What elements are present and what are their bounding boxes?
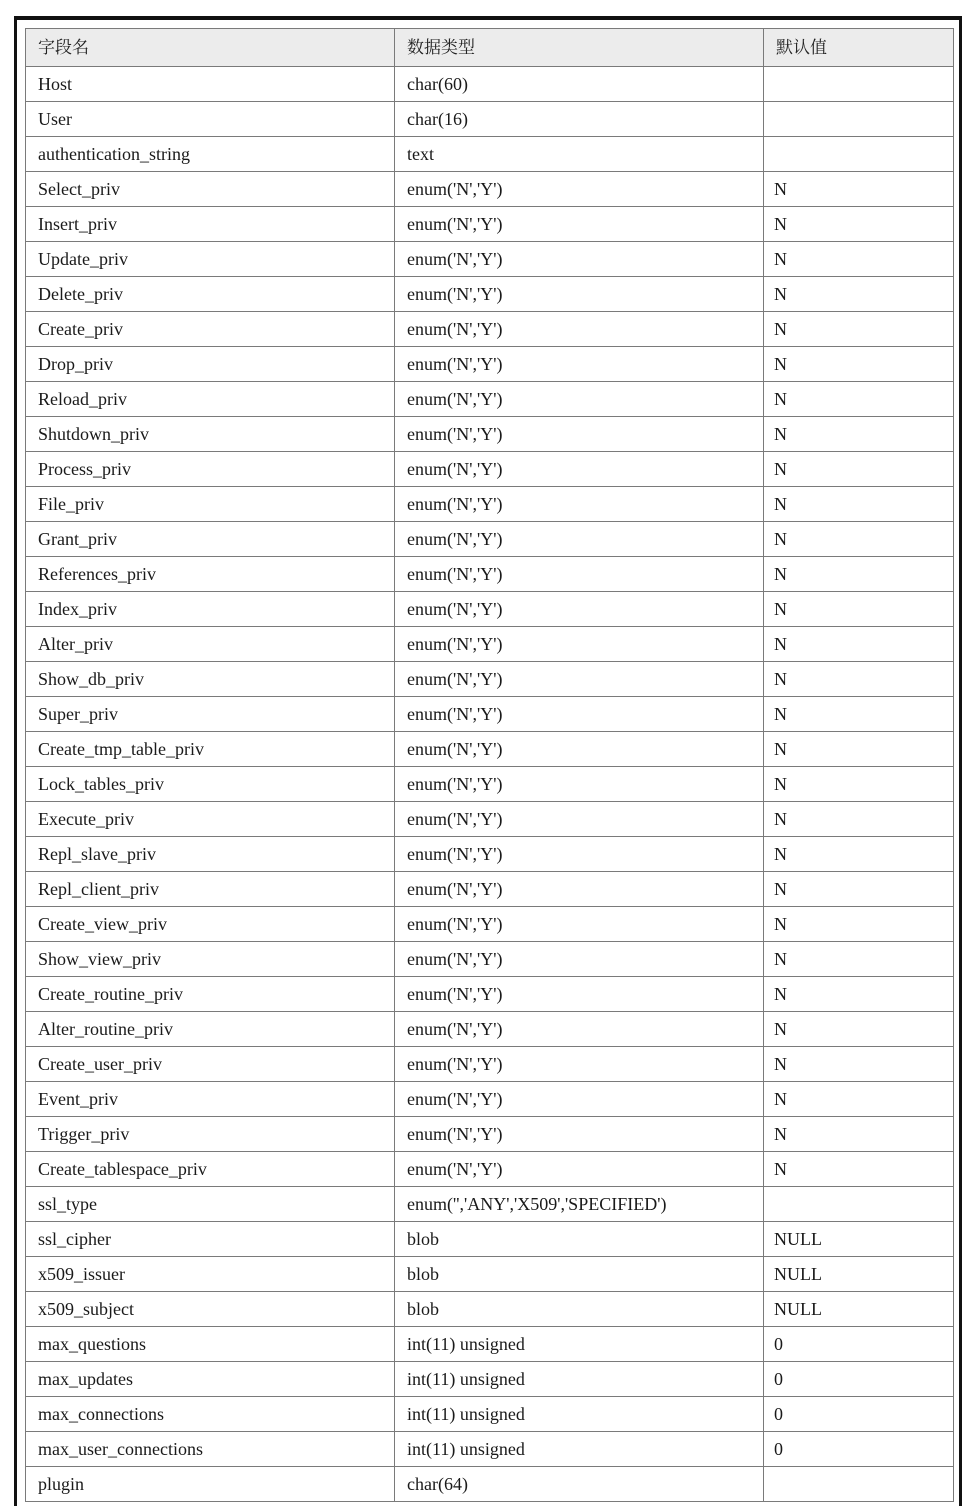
cell-data-type: enum('N','Y') [395,207,764,242]
table-row [26,1187,954,1222]
cell-field-name: User [26,102,395,137]
cell-default-value [764,1187,954,1222]
table-row [26,277,954,312]
table-row [26,1432,954,1467]
cell-data-type: enum('N','Y') [395,802,764,837]
cell-default-value: 0 [764,1432,954,1467]
table-row [26,1467,954,1502]
cell-default-value: N [764,1117,954,1152]
cell-default-value: N [764,1047,954,1082]
table-row [26,802,954,837]
cell-default-value: N [764,417,954,452]
cell-default-value: N [764,802,954,837]
cell-field-name: Alter_routine_priv [26,1012,395,1047]
cell-field-name: Repl_client_priv [26,872,395,907]
cell-default-value: N [764,452,954,487]
cell-default-value: 0 [764,1327,954,1362]
cell-default-value: N [764,627,954,662]
cell-data-type: enum('N','Y') [395,662,764,697]
cell-data-type: enum('N','Y') [395,732,764,767]
cell-field-name: max_connections [26,1397,395,1432]
table-row [26,312,954,347]
cell-data-type: enum('N','Y') [395,557,764,592]
table-row [26,767,954,802]
cell-data-type: enum('N','Y') [395,522,764,557]
cell-default-value: NULL [764,1257,954,1292]
cell-data-type: enum('N','Y') [395,767,764,802]
table-row [26,1222,954,1257]
cell-default-value [764,1467,954,1502]
cell-data-type: char(64) [395,1467,764,1502]
cell-field-name: Lock_tables_priv [26,767,395,802]
cell-field-name: max_user_connections [26,1432,395,1467]
cell-data-type: enum('N','Y') [395,1152,764,1187]
cell-default-value: N [764,207,954,242]
cell-data-type: enum('N','Y') [395,1047,764,1082]
cell-field-name: Process_priv [26,452,395,487]
cell-default-value: 0 [764,1397,954,1432]
cell-default-value: NULL [764,1292,954,1327]
cell-default-value: N [764,1082,954,1117]
table-row [26,697,954,732]
cell-default-value: N [764,242,954,277]
table-body [26,67,954,1502]
cell-default-value: N [764,1152,954,1187]
cell-data-type: enum('N','Y') [395,382,764,417]
table-row [26,1397,954,1432]
table-row [26,837,954,872]
cell-data-type: blob [395,1292,764,1327]
table-row [26,347,954,382]
cell-default-value: N [764,697,954,732]
cell-field-name: Grant_priv [26,522,395,557]
cell-field-name: File_priv [26,487,395,522]
table-row [26,1152,954,1187]
table-row [26,1082,954,1117]
cell-data-type: enum('N','Y') [395,172,764,207]
cell-field-name: x509_subject [26,1292,395,1327]
cell-field-name: Show_view_priv [26,942,395,977]
cell-field-name: Insert_priv [26,207,395,242]
cell-data-type: enum('N','Y') [395,907,764,942]
cell-default-value: N [764,347,954,382]
cell-field-name: max_questions [26,1327,395,1362]
cell-default-value: N [764,872,954,907]
table-row [26,102,954,137]
cell-data-type: enum('N','Y') [395,312,764,347]
cell-default-value: N [764,942,954,977]
table-header [26,29,954,67]
cell-data-type: enum('N','Y') [395,242,764,277]
table-row [26,242,954,277]
table-row [26,592,954,627]
cell-default-value: N [764,907,954,942]
cell-data-type: enum('N','Y') [395,417,764,452]
cell-data-type: enum('N','Y') [395,977,764,1012]
table-row [26,1292,954,1327]
cell-data-type: enum('N','Y') [395,872,764,907]
cell-field-name: Select_priv [26,172,395,207]
table-row [26,732,954,767]
table-row [26,487,954,522]
cell-data-type: enum('N','Y') [395,487,764,522]
cell-default-value: N [764,977,954,1012]
cell-default-value [764,102,954,137]
cell-default-value: N [764,312,954,347]
header-row [26,29,954,67]
cell-field-name: Event_priv [26,1082,395,1117]
cell-default-value: N [764,592,954,627]
cell-default-value: N [764,732,954,767]
table-row [26,1012,954,1047]
table-row [26,522,954,557]
cell-field-name: ssl_type [26,1187,395,1222]
cell-field-name: Create_tablespace_priv [26,1152,395,1187]
cell-data-type: enum('','ANY','X509','SPECIFIED') [395,1187,764,1222]
cell-field-name: authentication_string [26,137,395,172]
cell-field-name: Host [26,67,395,102]
cell-field-name: Shutdown_priv [26,417,395,452]
header-default-value: 默认值 [764,29,954,67]
table-row [26,207,954,242]
table-row [26,452,954,487]
header-field-name: 字段名 [26,29,395,67]
cell-data-type: enum('N','Y') [395,277,764,312]
cell-default-value: N [764,767,954,802]
cell-field-name: Trigger_priv [26,1117,395,1152]
table-row [26,977,954,1012]
table-row [26,1257,954,1292]
table-row [26,137,954,172]
cell-default-value: N [764,1012,954,1047]
cell-field-name: Create_routine_priv [26,977,395,1012]
table-row [26,1362,954,1397]
table-row [26,1327,954,1362]
cell-field-name: Update_priv [26,242,395,277]
table-row [26,557,954,592]
cell-default-value: N [764,662,954,697]
cell-field-name: Drop_priv [26,347,395,382]
cell-field-name: Show_db_priv [26,662,395,697]
cell-data-type: enum('N','Y') [395,627,764,662]
header-data-type: 数据类型 [395,29,764,67]
cell-data-type: char(60) [395,67,764,102]
cell-default-value: N [764,557,954,592]
cell-data-type: enum('N','Y') [395,452,764,487]
cell-field-name: Alter_priv [26,627,395,662]
table-row [26,662,954,697]
cell-data-type: blob [395,1222,764,1257]
cell-default-value: N [764,522,954,557]
cell-field-name: x509_issuer [26,1257,395,1292]
cell-data-type: enum('N','Y') [395,347,764,382]
cell-field-name: plugin [26,1467,395,1502]
table-row [26,67,954,102]
user-table-fields [25,28,954,1502]
table-row [26,907,954,942]
cell-field-name: Index_priv [26,592,395,627]
cell-data-type: blob [395,1257,764,1292]
cell-field-name: Create_priv [26,312,395,347]
cell-data-type: enum('N','Y') [395,1117,764,1152]
cell-default-value [764,67,954,102]
cell-default-value: N [764,382,954,417]
table-row [26,872,954,907]
table-row [26,172,954,207]
cell-field-name: Create_tmp_table_priv [26,732,395,767]
cell-default-value: 0 [764,1362,954,1397]
table-row [26,382,954,417]
cell-data-type: int(11) unsigned [395,1397,764,1432]
cell-field-name: References_priv [26,557,395,592]
cell-data-type: enum('N','Y') [395,1082,764,1117]
cell-default-value: N [764,487,954,522]
cell-field-name: Reload_priv [26,382,395,417]
table-row [26,942,954,977]
cell-data-type: int(11) unsigned [395,1432,764,1467]
cell-data-type: enum('N','Y') [395,1012,764,1047]
cell-default-value: N [764,837,954,872]
cell-default-value: NULL [764,1222,954,1257]
cell-data-type: char(16) [395,102,764,137]
cell-default-value [764,137,954,172]
table-row [26,417,954,452]
table-row [26,627,954,662]
cell-data-type: int(11) unsigned [395,1327,764,1362]
cell-field-name: Super_priv [26,697,395,732]
cell-field-name: Create_view_priv [26,907,395,942]
table-row [26,1047,954,1082]
cell-default-value: N [764,172,954,207]
cell-field-name: ssl_cipher [26,1222,395,1257]
table-row [26,1117,954,1152]
cell-data-type: text [395,137,764,172]
cell-field-name: Create_user_priv [26,1047,395,1082]
cell-field-name: max_updates [26,1362,395,1397]
cell-data-type: enum('N','Y') [395,592,764,627]
cell-field-name: Repl_slave_priv [26,837,395,872]
cell-data-type: enum('N','Y') [395,942,764,977]
table-frame [14,16,962,1506]
cell-data-type: enum('N','Y') [395,837,764,872]
cell-default-value: N [764,277,954,312]
cell-field-name: Delete_priv [26,277,395,312]
cell-data-type: enum('N','Y') [395,697,764,732]
cell-field-name: Execute_priv [26,802,395,837]
cell-data-type: int(11) unsigned [395,1362,764,1397]
